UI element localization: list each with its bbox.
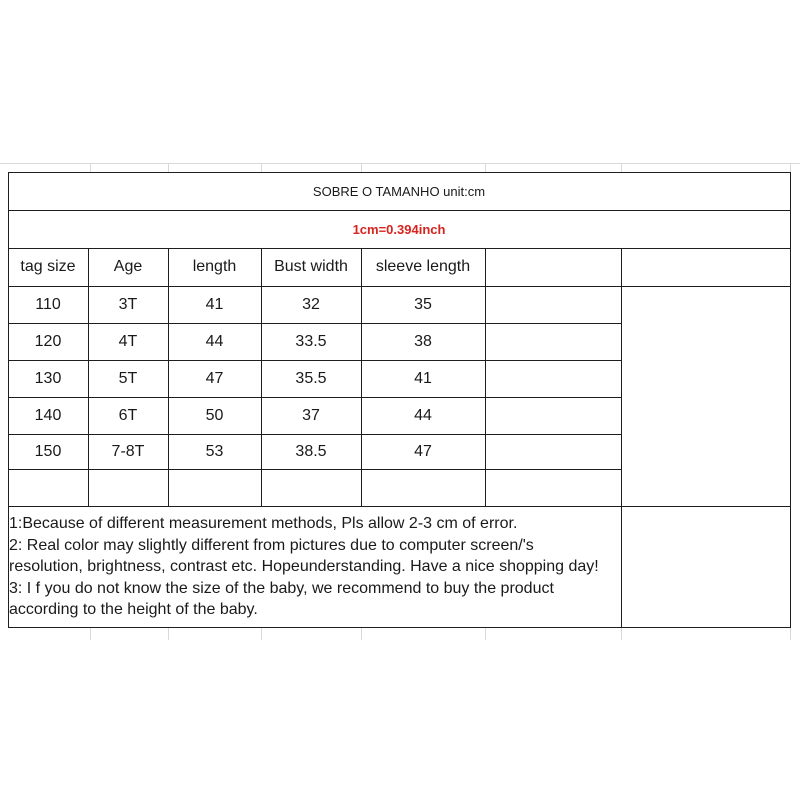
table-cell: 110: [35, 295, 61, 313]
table-border: [8, 323, 621, 324]
table-border: [361, 248, 362, 506]
table-border: [485, 248, 486, 506]
gridline: [485, 163, 486, 172]
table-cell: 120: [34, 332, 62, 350]
gridline: [168, 163, 169, 172]
table-border: [8, 172, 791, 173]
column-header: tag size: [20, 258, 76, 275]
table-border: [8, 506, 791, 507]
gridline: [261, 163, 262, 172]
table-border: [8, 469, 621, 470]
table-border: [790, 172, 791, 628]
size-chart-title: SOBRE O TAMANHO unit:cm: [312, 183, 486, 199]
table-cell: 41: [205, 295, 224, 313]
notes-block: [9, 513, 621, 621]
gridline: [485, 627, 486, 640]
gridline: [361, 627, 362, 640]
table-cell: 44: [205, 332, 224, 350]
table-border: [8, 210, 791, 211]
table-border: [8, 248, 791, 249]
table-cell: 33.5: [295, 332, 327, 350]
gridline: [261, 627, 262, 640]
column-header: Age: [113, 258, 143, 275]
table-border: [8, 397, 621, 398]
gridline: [621, 163, 622, 172]
table-border: [8, 434, 621, 435]
table-border: [168, 248, 169, 506]
table-cell: 7-8T: [111, 442, 145, 460]
table-border: [8, 286, 791, 287]
table-cell: 6T: [118, 406, 138, 424]
table-border: [621, 248, 622, 627]
note-line: resolution, brightness, contrast etc. Hopeunderstanding. Have a nice shopping day!: [9, 558, 599, 575]
column-header: Bust width: [274, 258, 348, 275]
gridline: [790, 163, 791, 172]
table-cell: 3T: [118, 295, 138, 313]
gridline: [90, 627, 91, 640]
note-line: 1:Because of different measurement methods, Pls allow 2-3 cm of error.: [9, 515, 518, 532]
gridline: [90, 163, 91, 172]
gridline: [168, 627, 169, 640]
unit-conversion-note: 1cm=0.394inch: [352, 221, 446, 237]
table-cell: 4T: [118, 332, 138, 350]
note-line: according to the height of the baby.: [9, 601, 258, 618]
gridline: [361, 163, 362, 172]
table-cell: 53: [205, 442, 224, 460]
table-border: [8, 172, 9, 627]
table-cell: 41: [414, 369, 432, 387]
table-cell: 35.5: [295, 369, 327, 387]
gridline: [790, 627, 791, 640]
table-cell: 32: [302, 295, 320, 313]
table-cell: 140: [34, 406, 62, 424]
table-cell: 5T: [118, 369, 138, 387]
table-cell: 38: [414, 332, 432, 350]
table-cell: 47: [414, 442, 432, 460]
column-header: sleeve length: [375, 258, 471, 275]
table-border: [8, 627, 791, 628]
column-header: length: [192, 258, 237, 275]
table-cell: 47: [205, 369, 224, 387]
table-border: [261, 248, 262, 506]
table-border: [88, 248, 89, 506]
table-cell: 35: [414, 295, 432, 313]
note-line: 2: Real color may slightly different from pictures due to computer screen/'s: [9, 536, 534, 554]
gridline: [621, 627, 622, 640]
table-cell: 50: [205, 406, 224, 424]
table-cell: 130: [34, 369, 62, 387]
table-border: [8, 360, 621, 361]
table-cell: 37: [302, 406, 320, 424]
table-cell: 44: [414, 406, 432, 424]
gridline: [0, 163, 800, 164]
table-cell: 38.5: [295, 442, 327, 460]
note-line: 3: I f you do not know the size of the baby, we recommend to buy the product: [9, 579, 554, 597]
table-cell: 150: [34, 442, 62, 460]
